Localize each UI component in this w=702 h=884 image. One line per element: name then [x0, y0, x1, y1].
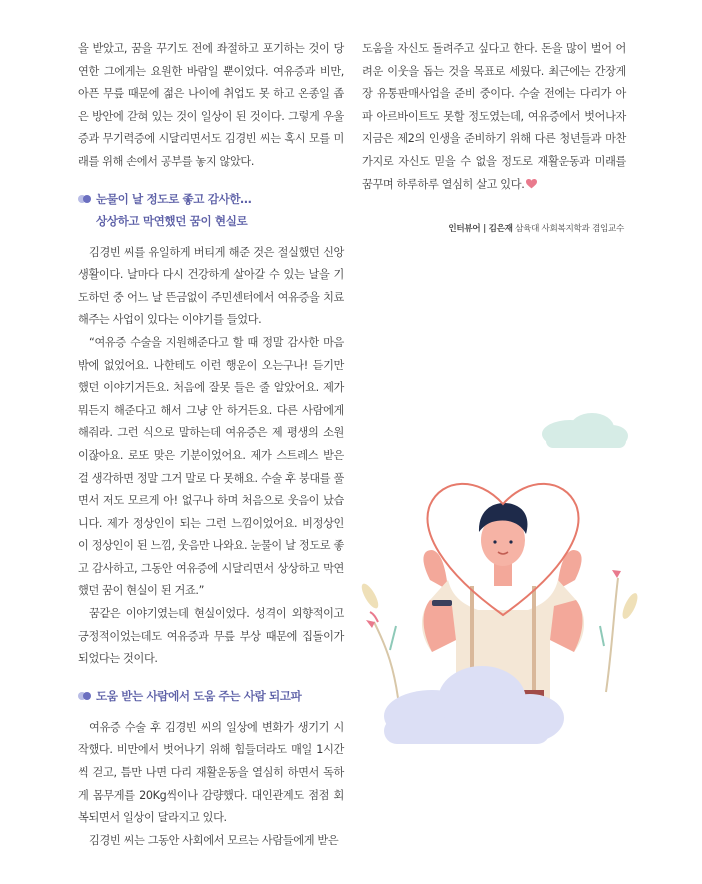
- plant-sprig-icon: [600, 570, 640, 692]
- section-1-paragraph-3: 꿈같은 이야기였는데 현실이었다. 성격이 외향적이고 긍정적이었는데도 여유증과 무릎 부상 때문에 집돌이가 되었다는 것이다.: [78, 607, 344, 666]
- section-2-paragraph-2: 김경빈 씨는 그동안 사회에서 모르는 사람들에게 받은: [89, 833, 339, 847]
- section-1-quote: “여유증 수술을 지원해준다고 할 때 정말 감사한 마음밖에 없었어요. 나한테도 이런 행운이 오는구나! 듣기만 했던 이야기거든요. 처음에 잘못 들은 줄 알았어요. 제가 뭐든지 해준다고 해서 그냥 안 하거든요. 다른 사람에게 해줘라. 그런 식으로 말하는데 여유증은 제 평생의 소원이잖아요. 로또 맞은 기분이었어요. 제가 스트레스 받은 걸 생각하면 정말 그거 말로 다 못해요. 수술 후 붕대를 풀면서 저도 모르게 아! 없구나 하며 처음으로 웃음이 났습니다. 제가 정상인이 되는 그런 느낌이었어요. 비정상인이 정상인이 된 느낌, 웃음만 나와요. 눈물이 날 정도로 좋고 감사하고, 그동안 여유증에 시달리면서 상상하고 막연했던 꿈이 현실이 된 거죠.”: [78, 335, 344, 598]
- heart-icon: [526, 179, 537, 189]
- right-paragraph-text: 도움을 자신도 돌려주고 싶다고 한다. 돈을 많이 벌어 어려운 이웃을 돕는 것을 목표로 세웠다. 최근에는 간장게장 유통판매사업을 준비 중이다. 수술 전에는 다리가 아파 아르바이트도 못할 정도였는데, 여유증에서 벗어나자 지금은 제2의 인생을 준비하기 위해 다른 청년들과 마찬가지로 자신도 믿을 수 없을 정도로 재활운동과 미래를 꿈꾸며 하루하루 열심히 살고 있다.: [362, 42, 626, 191]
- credit-affiliation: 삼육대 사회복지학과 겸임교수: [512, 224, 624, 234]
- right-column: [362, 38, 626, 196]
- section-2-paragraph-1: 여유증 수술 후 김경빈 씨의 일상에 변화가 생기기 시작했다. 비만에서 벗어나기 위해 힘들더라도 매일 1시간씩 걷고, 틈만 나면 다리 재활운동을 열심히 하면서 독하게 몸무게를 20Kg씩이나 감량했다. 대인관계도 점점 회복되면서 일상이 달라지고 있다.: [78, 720, 344, 825]
- section-heading-1: [78, 188, 344, 232]
- credit-label: 인터뷰어 |: [448, 224, 489, 234]
- small-cloud-icon: [542, 413, 628, 448]
- heading-1-line-1: 눈물이 날 정도로 좋고 감사한…: [96, 191, 252, 206]
- intro-paragraph: 을 받았고, 꿈을 꾸기도 전에 좌절하고 포기하는 것이 당연한 그에게는 요원한 바람일 뿐이었다. 여유증과 비만, 아픈 무릎 때문에 젊은 나이에 취업도 못 하고 온종일 좁은 방안에 갇혀 있는 것이 일상이 된 것이다. 그렇게 우울증과 무기력증에 시달리면서도 김경빈 씨는 혹시 모를 미래를 위해 손에서 공부를 놓지 않았다.: [78, 42, 344, 168]
- section-1-paragraph-1: 김경빈 씨를 유일하게 버티게 해준 것은 절실했던 신앙생활이다. 날마다 다시 건강하게 살아갈 수 있는 날을 기도하던 중 어느 날 뜬금없이 주민센터에서 여유증을 치료해주는 사업이 있다는 이야기를 들었다.: [78, 245, 344, 327]
- credit-name: 김은재: [488, 224, 513, 234]
- heading-2-text: 도움 받는 사람에서 도움 주는 사람 되고파: [96, 688, 302, 703]
- left-column: [78, 38, 344, 852]
- section-heading-2: [78, 685, 344, 707]
- heart-man-illustration: [360, 400, 650, 760]
- plant-sprig-icon: [360, 581, 398, 698]
- heading-1-line-2: 상상하고 막연했던 꿈이 현실로: [96, 213, 248, 228]
- bullet-dots-icon: [78, 195, 94, 203]
- right-paragraph: [362, 38, 626, 196]
- interviewer-credit: [448, 222, 624, 234]
- watch-icon: [432, 600, 452, 606]
- bullet-dots-icon: [78, 692, 94, 700]
